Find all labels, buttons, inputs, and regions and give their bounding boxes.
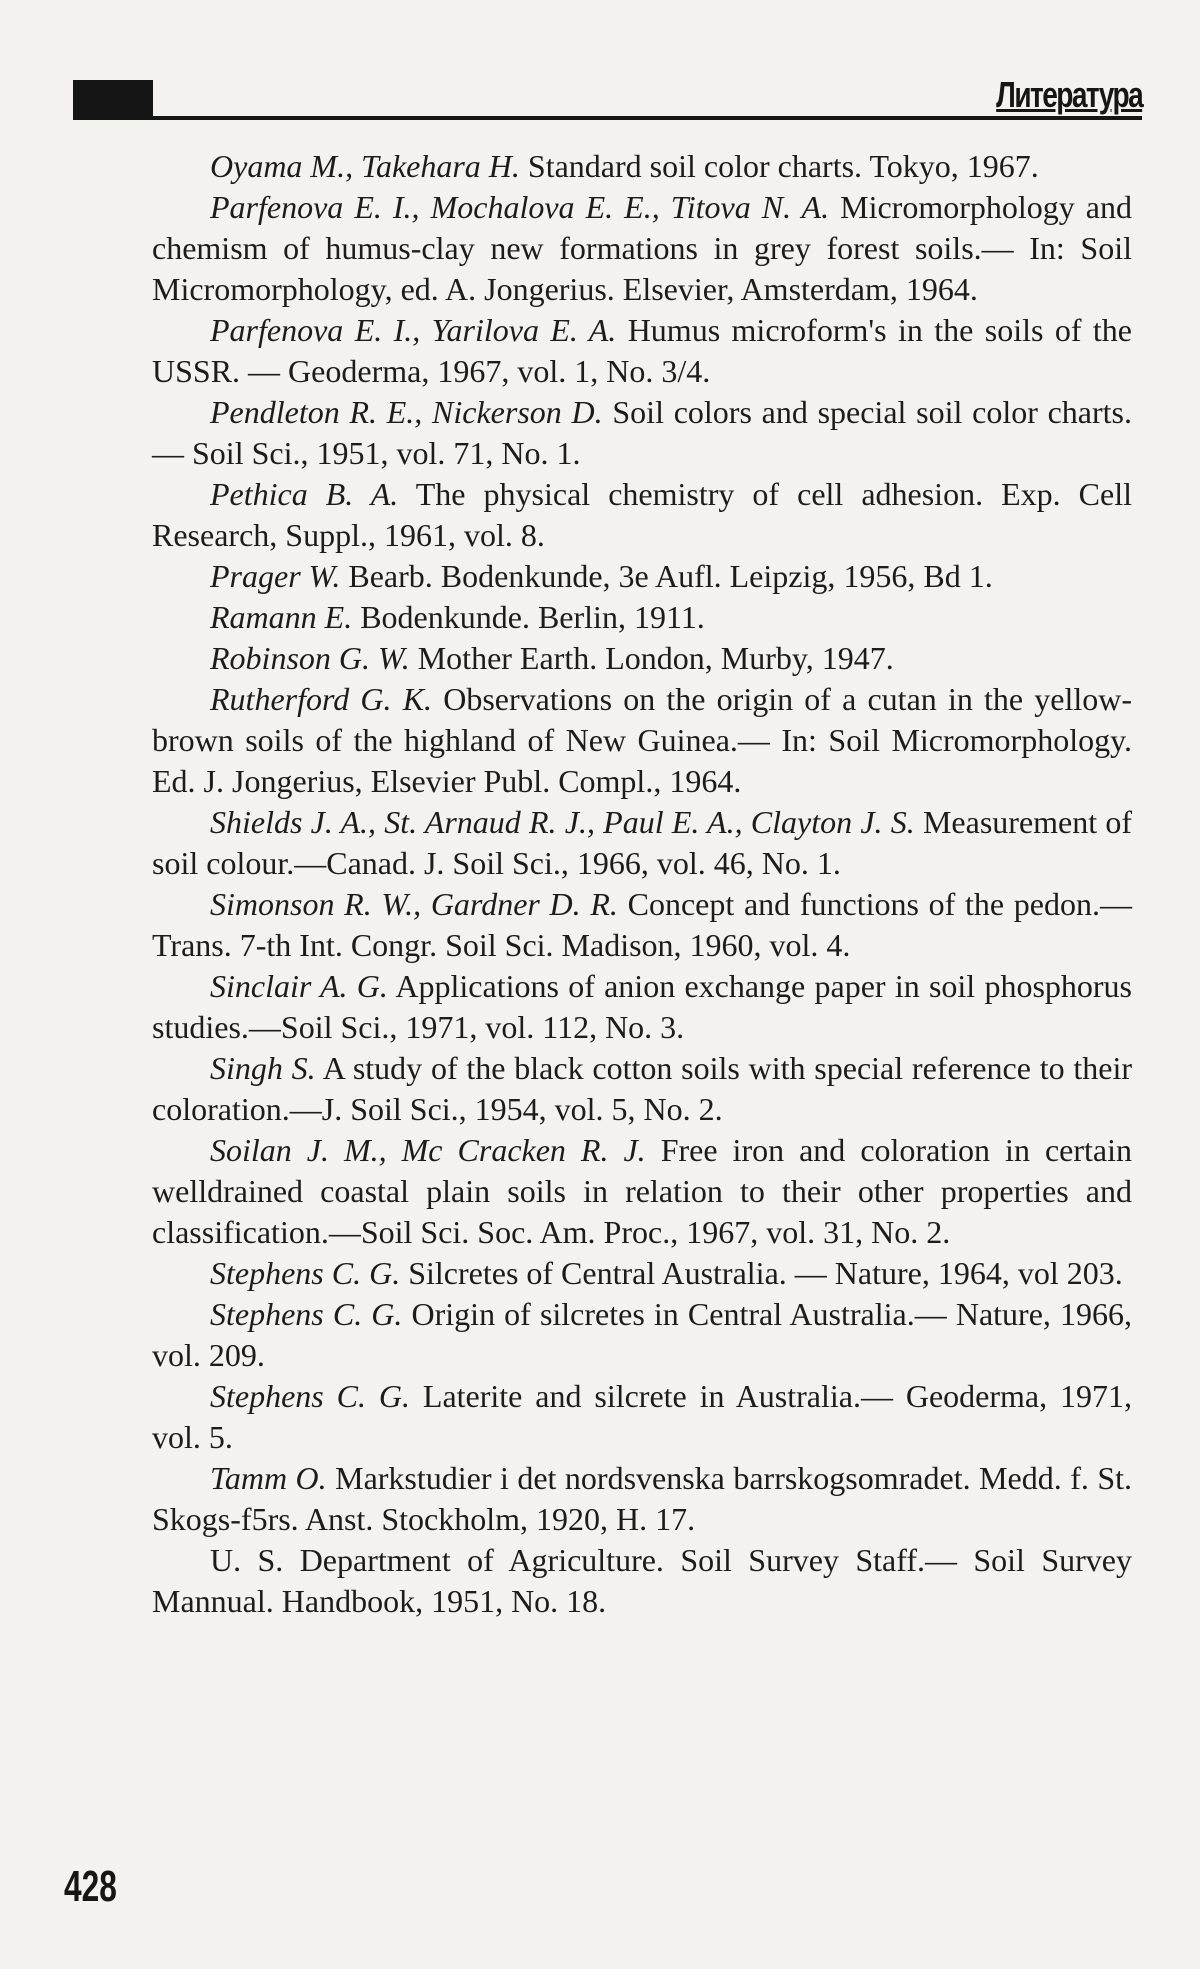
reference-authors: Soilan J. M., Mc Cracken R. J. [210,1132,646,1168]
reference-entry [152,597,1132,638]
reference-entry [152,638,1132,679]
reference-text: The physical chemistry of cell adhesion. Exp. Cell Research, Suppl., 1961, vol. 8. [152,476,1133,553]
reference-text: Concept and functions of the pedon.— Trans. 7-th Int. Congr. Soil Sci. Madison, 1960, vol. 4. [152,886,1133,963]
reference-text: Bearb. Bodenkunde, 3e Aufl. Leipzig, 1956, Bd 1. [340,558,993,594]
reference-entry [152,474,1132,556]
reference-authors: Sinclair A. G. [210,968,388,1004]
reference-entry [152,802,1132,884]
reference-entry [152,187,1132,310]
reference-entry [152,392,1132,474]
reference-authors: Robinson G. W. [210,640,410,676]
reference-authors: Pethica B. A. [210,476,399,512]
reference-text: Bodenkunde. Berlin, 1911. [352,599,705,635]
page-number: 428 [64,1862,117,1911]
reference-text: Mother Earth. London, Murby, 1947. [409,640,894,676]
reference-text: Origin of silcretes in Central Australia.— Nature, 1966, vol. 209. [152,1296,1133,1373]
running-header-title: Литература [996,74,1142,115]
reference-text: Micromorphology and chemism of humus-clay new formations in grey forest soils.— In: Soil Micromorphology, ed. A. Jongerius. Elsevier, Amsterdam, 1964. [152,189,1133,307]
reference-text: U. S. Department of Agriculture. Soil Survey Staff.— Soil Survey Mannual. Handbook, 1951, No. 18. [152,1542,1132,1619]
header-black-block [73,80,153,116]
reference-authors: Ramann E. [210,599,353,635]
reference-text: Measurement of soil colour.—Canad. J. Soil Sci., 1966, vol. 46, No. 1. [152,804,1133,881]
reference-authors: Oyama M., Takehara H. [210,148,520,184]
reference-authors: Singh S. [210,1050,316,1086]
reference-entry [152,966,1132,1048]
reference-entry [152,1458,1132,1540]
reference-authors: Prager W. [210,558,341,594]
reference-entry [152,310,1132,392]
reference-text: A study of the black cotton soils with special reference to their coloration.—J. Soil Sci., 1954, vol. 5, No. 2. [152,1050,1133,1127]
reference-entry [152,884,1132,966]
reference-authors: Parfenova E. I., Mochalova E. E., Titova N. A. [210,189,830,225]
reference-text: Free iron and coloration in certain welldrained coastal plain soils in relation to their other properties and classification.—Soil Sci. Soc. Am. Proc., 1967, vol. 31, No. 2. [152,1132,1133,1250]
reference-text: Observations on the origin of a cutan in the yellow-brown soils of the highland of New Guinea.— In: Soil Micromorphology. Ed. J. Jongerius, Elsevier Publ. Compl., 1964. [152,681,1133,799]
reference-authors: Stephens C. G. [210,1296,403,1332]
header-rule [73,116,1142,120]
reference-text: Laterite and silcrete in Australia.— Geoderma, 1971, vol. 5. [152,1378,1133,1455]
reference-authors: Stephens C. G. [210,1255,401,1291]
reference-entry [152,146,1132,187]
reference-authors: Shields J. A., St. Arnaud R. J., Paul E. A., Clayton J. S. [210,804,915,840]
reference-text: Standard soil color charts. Tokyo, 1967. [519,148,1039,184]
reference-entry [152,1048,1132,1130]
reference-authors: Stephens C. G. [210,1378,410,1414]
reference-text: Humus microform's in the soils of the USSR. — Geoderma, 1967, vol. 1, No. 3/4. [152,312,1133,389]
reference-authors: Tamm O. [210,1460,327,1496]
reference-authors: Simonson R. W., Gardner D. R. [210,886,618,922]
reference-authors: Parfenova E. I., Yarilova E. A. [210,312,617,348]
reference-authors: Rutherford G. K. [210,681,433,717]
reference-entry [152,1376,1132,1458]
reference-text: Silcretes of Central Australia. — Nature, 1964, vol 203. [400,1255,1123,1291]
reference-text: Applications of anion exchange paper in soil phosphorus studies.—Soil Sci., 1971, vol. 112, No. 3. [152,968,1133,1045]
reference-entry [152,556,1132,597]
reference-list [152,146,1132,1622]
reference-entry [152,1540,1132,1622]
reference-entry [152,1294,1132,1376]
reference-entry [152,679,1132,802]
reference-text: Markstudier i det nordsvenska barrskogsomradet. Medd. f. St. Skogs-f5rs. Anst. Stockholm, 1920, H. 17. [152,1460,1133,1537]
reference-authors: Pendleton R. E., Nickerson D. [210,394,603,430]
reference-entry [152,1130,1132,1253]
reference-text: Soil colors and special soil color charts. — Soil Sci., 1951, vol. 71, No. 1. [152,394,1133,471]
reference-entry [152,1253,1132,1294]
